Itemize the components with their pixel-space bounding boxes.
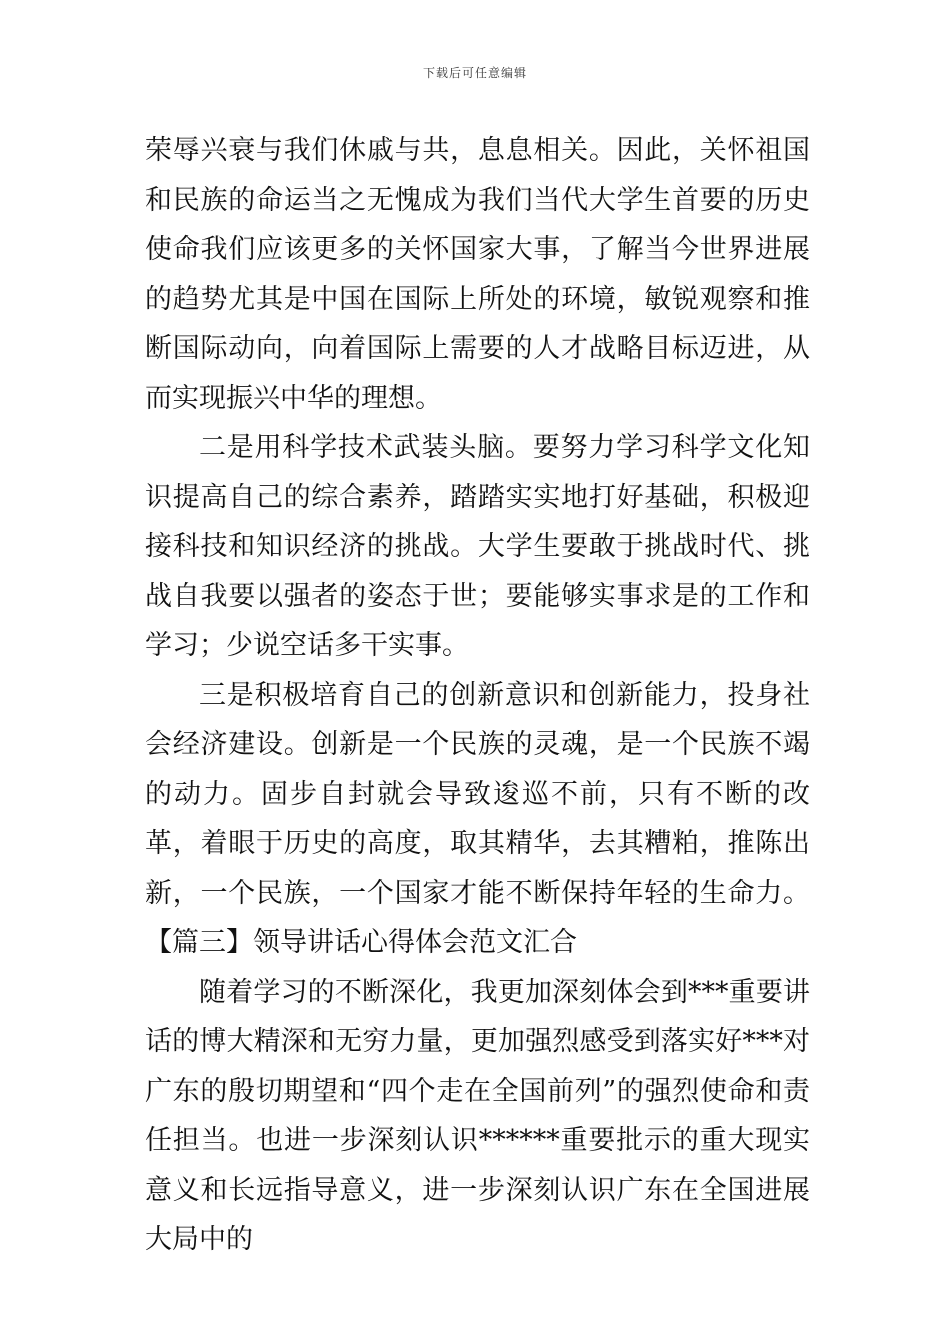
paragraph-3: 三是积极培育自己的创新意识和创新能力，投身社会经济建设。创新是一个民族的灵魂，是一个民族不竭的动力。固步自封就会导致逡巡不前，只有不断的改革，着眼于历史的高度，取其精华，去其糟粕，推陈出新，一个民族，一个国家才能不断保持年轻的生命力。【篇三】领导讲话心得体会范文汇合 (145, 679, 810, 958)
page-header: 下载后可任意编辑 (422, 66, 527, 80)
paragraph-1: 荣辱兴衰与我们休戚与共，息息相关。因此，关怀祖国和民族的命运当之无愧成为我们当代大学生首要的历史使命我们应该更多的关怀国家大事，了解当今世界进展的趋势尤其是中国在国际上所处的环境，敏锐观察和推断国际动向，向着国际上需要的人才战略目标迈进，从而实现振兴中华的理想。 (145, 135, 810, 414)
document-body (145, 126, 810, 1265)
paragraph-2: 二是用科学技术武装头脑。要努力学习科学文化知识提高自己的综合素养，踏踏实实地打好基础，积极迎接科技和知识经济的挑战。大学生要敢于挑战时代、挑战自我要以强者的姿态于世；要能够实事求是的工作和学习；少说空话多干实事。 (145, 432, 810, 661)
paragraph-4: 随着学习的不断深化，我更加深刻体会到***重要讲话的博大精深和无穷力量，更加强烈感受到落实好***对广东的殷切期望和“四个走在全国前列”的强烈使命和责任担当。也进一步深刻认识******重要批示的重大现实意义和长远指导意义，进一步深刻认识广东在全国进展大局中的 (145, 976, 810, 1255)
